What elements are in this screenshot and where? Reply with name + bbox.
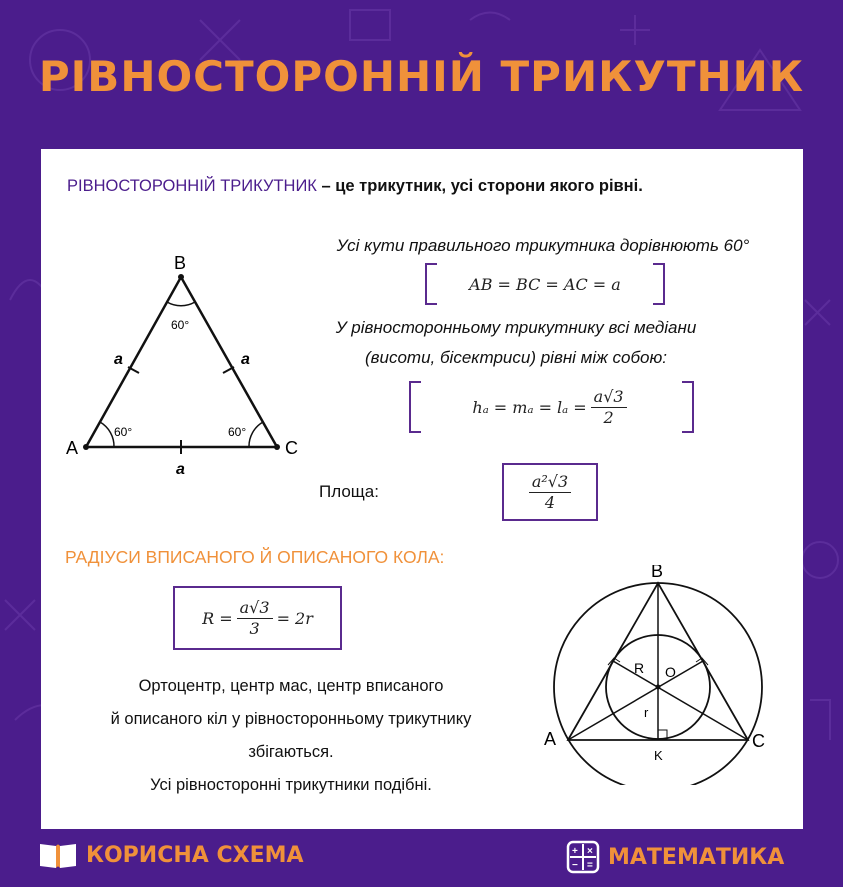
svg-text:×: × — [587, 846, 593, 857]
book-icon — [38, 840, 78, 870]
center-text-line1: Ортоцентр, центр мас, центр вписаного — [138, 677, 444, 695]
equilateral-triangle-diagram — [56, 244, 336, 494]
definition-term: РІВНОСТОРОННІЙ ТРИКУТНИК — [67, 177, 317, 195]
vertex-b-label: B — [174, 253, 187, 273]
heights-denominator: 2 — [603, 407, 614, 427]
heights-formula — [409, 381, 694, 433]
area-fraction — [529, 472, 571, 511]
foot-k-label: K — [654, 748, 663, 763]
radius-fraction — [237, 598, 273, 637]
heights-numerator: a√3 — [591, 387, 627, 407]
radius-formula — [173, 586, 342, 650]
radius-big-label: R — [634, 660, 645, 676]
side-label-right: a — [241, 351, 250, 368]
svg-text:=: = — [587, 860, 593, 871]
area-denominator: 4 — [544, 492, 556, 512]
svg-text:+: + — [572, 846, 578, 857]
definition-text: – це трикутник, усі сторони якого рівні. — [316, 177, 643, 195]
angle-label-c: 60° — [228, 425, 247, 439]
svg-text:−: − — [572, 860, 578, 871]
center-text-line2: й описаного кіл у рівносторонньому трикутнику — [110, 710, 472, 728]
side-label-left: a — [114, 351, 123, 368]
radius-denominator: 3 — [249, 618, 260, 638]
content-card — [41, 149, 803, 829]
definition — [67, 177, 643, 196]
calculator-icon — [566, 840, 600, 874]
area-numerator: a²√3 — [529, 472, 571, 492]
radius-formula-right: = 2r — [276, 608, 313, 628]
medians-text-line2: (висоти, бісектриси) рівні між собою: — [364, 348, 668, 367]
medians-text-line1: У рівносторонньому трикутнику всі медіани — [335, 318, 697, 337]
vertex-a2-label: A — [544, 729, 557, 749]
radius-small-label: r — [644, 705, 649, 720]
radius-numerator: a√3 — [237, 598, 273, 618]
center-o-label: O — [665, 664, 676, 680]
angle-label-b: 60° — [171, 318, 190, 332]
angle-arc-b — [167, 302, 195, 306]
sides-formula: AB = BC = AC = a — [425, 263, 665, 305]
side-label-bottom: a — [176, 461, 185, 478]
center-text-line3: збігаються. — [248, 743, 334, 761]
vertex-a-label: A — [66, 438, 79, 458]
angle-label-a: 60° — [114, 425, 133, 439]
vertex-c-label: C — [285, 438, 298, 458]
heights-fraction — [591, 387, 627, 426]
angles-text: Усі кути правильного трикутника дорівнюють 60° — [336, 236, 750, 255]
footer-right — [566, 840, 784, 874]
area-label: Площа: — [319, 482, 379, 501]
inscribed-circumscribed-diagram — [530, 565, 800, 785]
footer-left — [38, 840, 304, 870]
vertex-c2-label: C — [752, 731, 765, 751]
center-text-line4: Усі рівносторонні трикутники подібні. — [150, 776, 432, 794]
radius-formula-left: R = — [202, 608, 233, 628]
radius-heading: РАДІУСИ ВПИСАНОГО Й ОПИСАНОГО КОЛА: — [65, 547, 445, 567]
angle-arc-c — [249, 422, 263, 447]
footer-right-label: МАТЕМАТИКА — [608, 844, 785, 870]
vertex-b2-label: B — [651, 565, 664, 581]
angle-arc-a — [100, 422, 114, 447]
area-formula — [502, 463, 598, 521]
footer-left-label: КОРИСНА СХЕМА — [86, 842, 304, 868]
page-title: РІВНОСТОРОННІЙ ТРИКУТНИК — [38, 52, 805, 101]
heights-formula-left: hₐ = mₐ = lₐ = — [472, 397, 587, 417]
